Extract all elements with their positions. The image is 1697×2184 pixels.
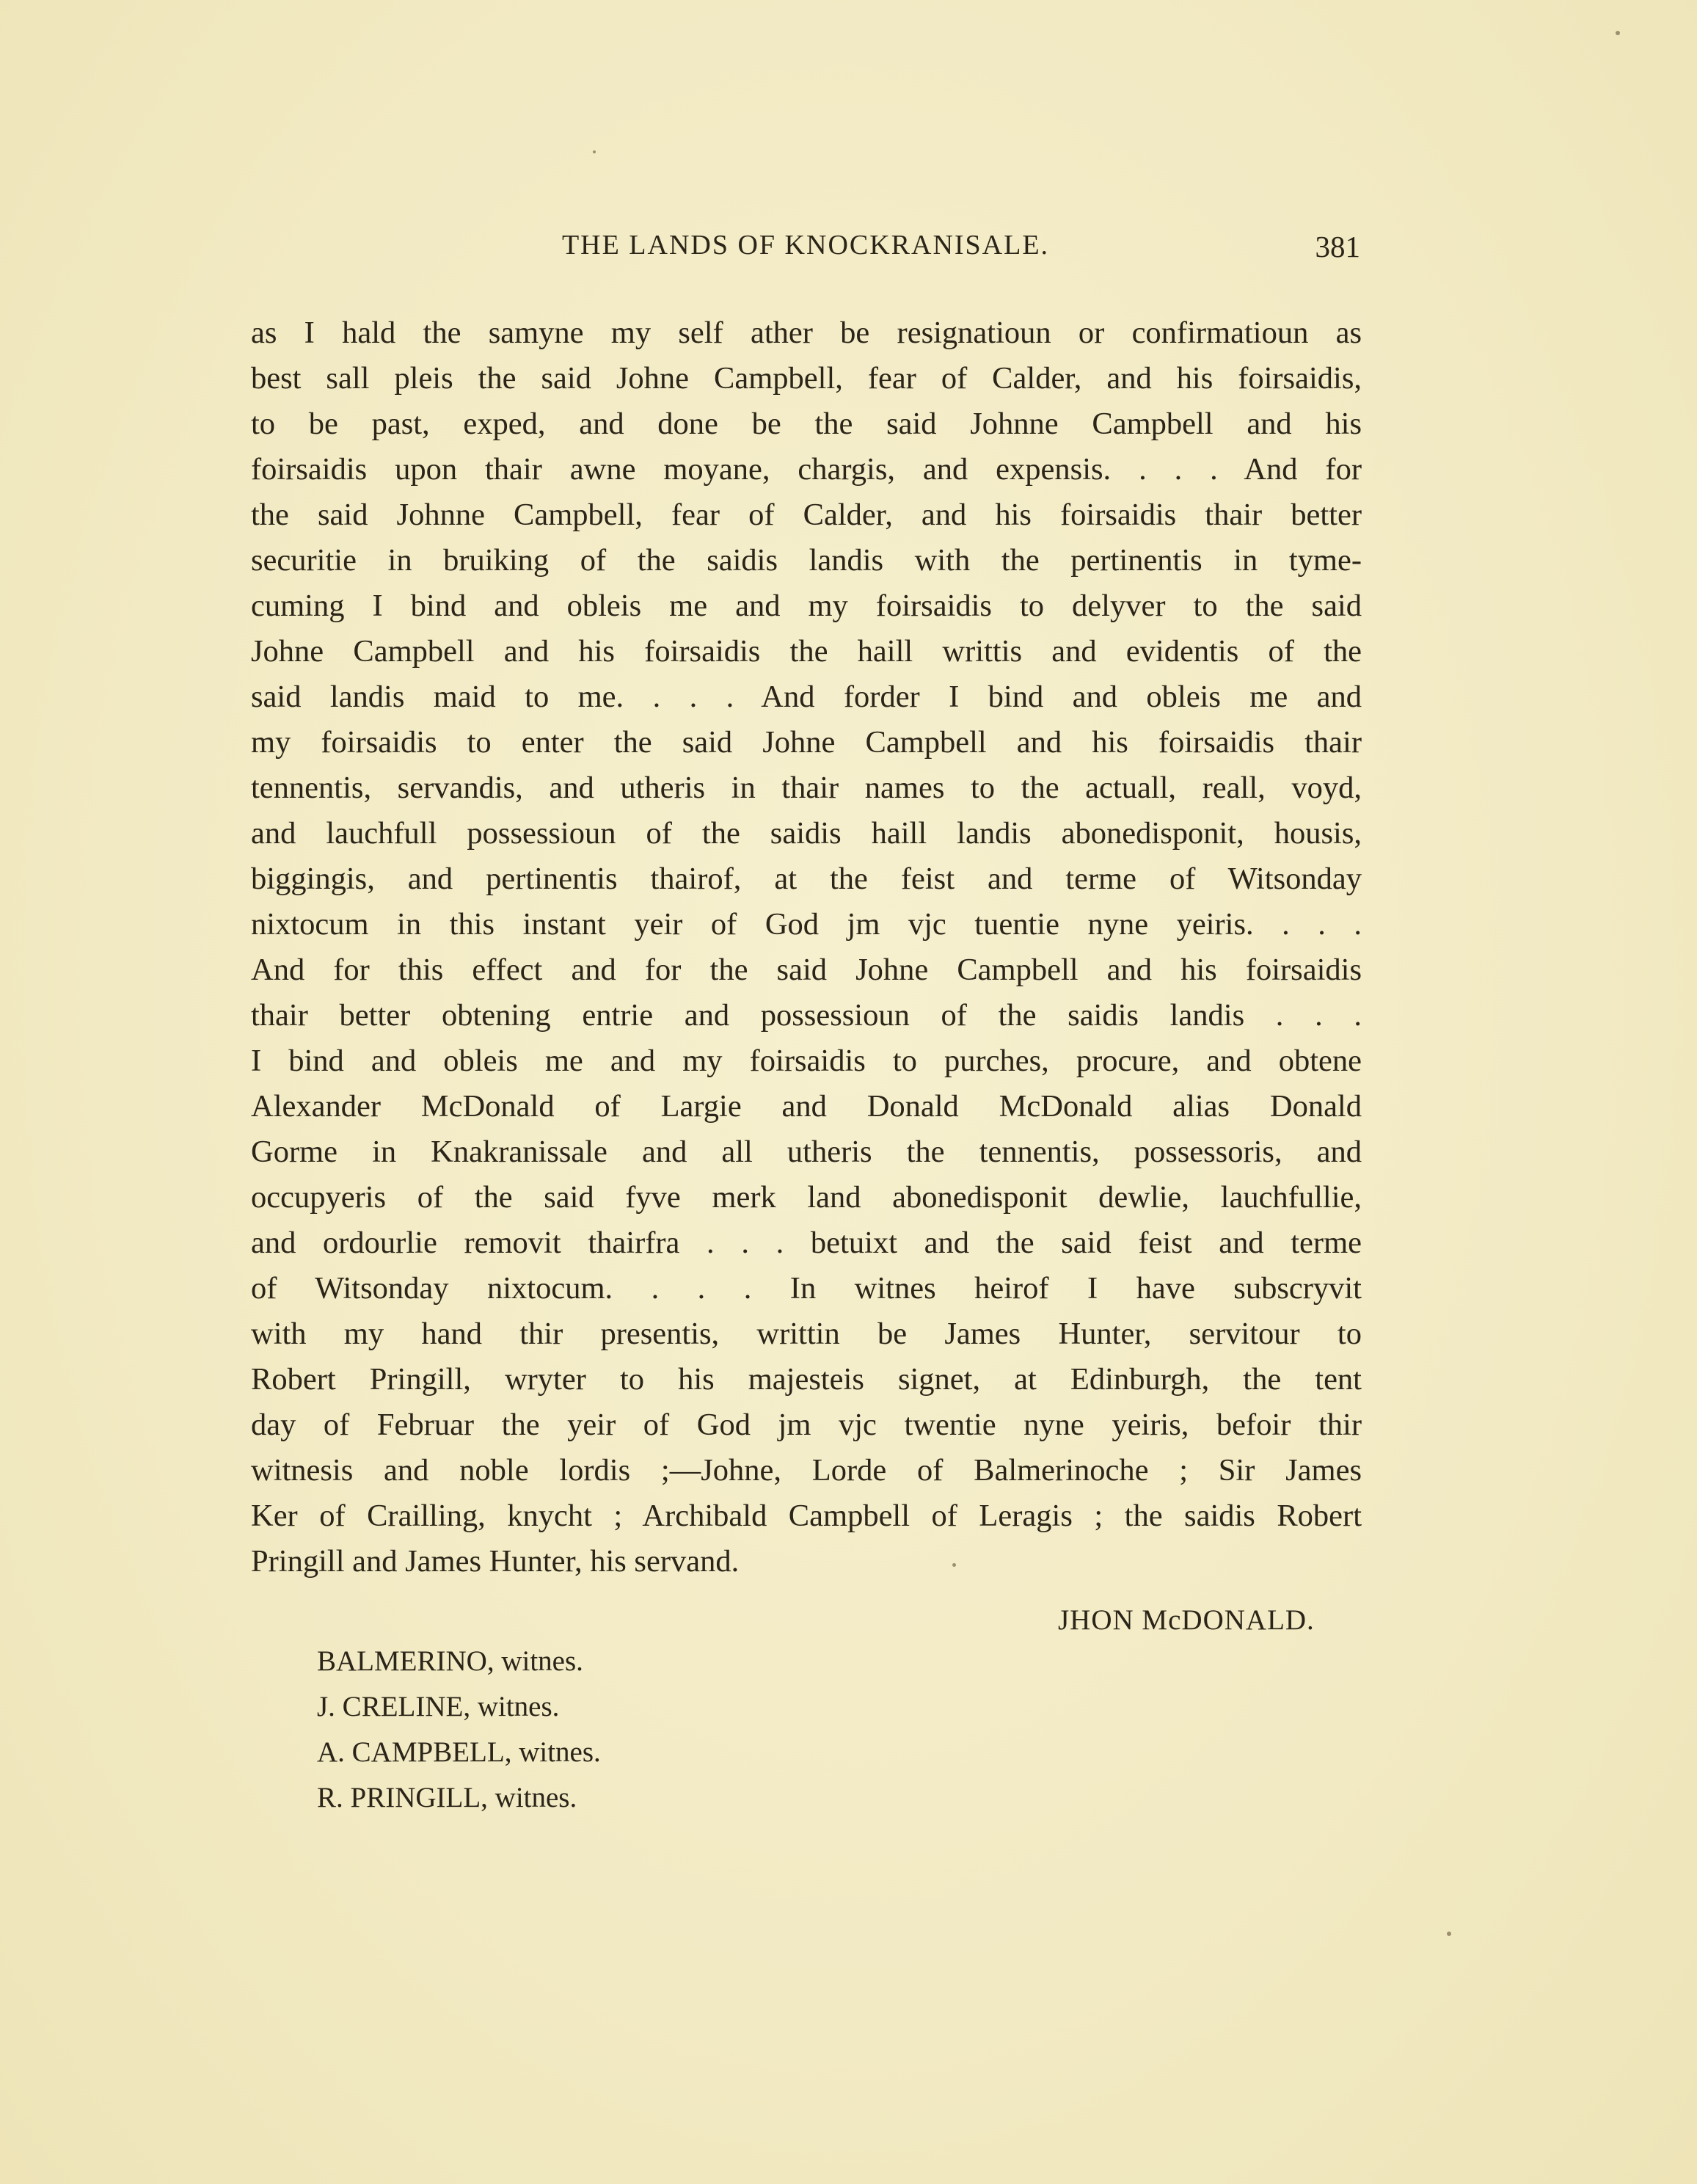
text-line: And for this effect and for the said Johne Campbell and his foirsaidis — [251, 953, 1362, 987]
text-line: best sall pleis the said Johne Campbell, fear of Calder, and his foirsaidis, — [251, 361, 1362, 396]
text-line: Ker of Crailling, knycht ; Archibald Campbell of Leragis ; the saidis Robert — [251, 1499, 1362, 1533]
witness-line: A. CAMPBELL, witnes. — [317, 1736, 601, 1768]
text-line: Pringill and James Hunter, his servand. — [251, 1544, 740, 1579]
text-line: and lauchfull possessioun of the saidis haill landis abonedisponit, housis, — [251, 816, 1362, 851]
text-line: nixtocum in this instant yeir of God jm vjc tuentie nyne yeiris. . . . — [251, 907, 1362, 942]
text-line: tennentis, servandis, and utheris in thair names to the actuall, reall, voyd, — [251, 771, 1362, 805]
text-line: with my hand thir presentis, writtin be James Hunter, servitour to — [251, 1317, 1362, 1351]
witness-line: BALMERINO, witnes. — [317, 1645, 583, 1677]
paper-speck — [593, 150, 596, 153]
text-line: securitie in bruiking of the saidis landis with the pertinentis in tyme- — [251, 543, 1362, 578]
paper-speck — [1616, 31, 1620, 35]
text-line: Johne Campbell and his foirsaidis the haill writtis and evidentis of the — [251, 634, 1362, 669]
page-number: 381 — [1315, 230, 1360, 263]
text-line: thair better obtening entrie and possessioun of the saidis landis . . . — [251, 998, 1362, 1033]
text-line: to be past, exped, and done be the said Johnne Campbell and his — [251, 407, 1362, 441]
body-text — [251, 310, 1362, 1584]
text-line: Gorme in Knakranissale and all utheris the tennentis, possessoris, and — [251, 1135, 1362, 1169]
text-line: biggingis, and pertinentis thairof, at the feist and terme of Witsonday — [251, 862, 1362, 896]
witness-list — [317, 1639, 601, 1821]
text-line: witnesis and noble lordis ;—Johne, Lorde of Balmerinoche ; Sir James — [251, 1453, 1362, 1488]
paper-speck — [952, 1563, 956, 1567]
text-line: said landis maid to me. . . . And forder I bind and obleis me and — [251, 680, 1362, 714]
text-line: my foirsaidis to enter the said Johne Campbell and his foirsaidis thair — [251, 725, 1362, 760]
page-header — [251, 229, 1360, 273]
text-line: occupyeris of the said fyve merk land abonedisponit dewlie, lauchfullie, — [251, 1180, 1362, 1215]
text-line: the said Johnne Campbell, fear of Calder, and his foirsaidis thair better — [251, 498, 1362, 532]
text-line: I bind and obleis me and my foirsaidis to purches, procure, and obtene — [251, 1044, 1362, 1078]
text-line: foirsaidis upon thair awne moyane, chargis, and expensis. . . . And for — [251, 452, 1362, 487]
text-line: cuming I bind and obleis me and my foirsaidis to delyver to the said — [251, 589, 1362, 623]
paper-speck — [1447, 1932, 1451, 1936]
running-head: THE LANDS OF KNOCKRANISALE. — [561, 230, 1050, 261]
text-line: of Witsonday nixtocum. . . . In witnes heirof I have subscryvit — [251, 1271, 1362, 1306]
text-line: as I hald the samyne my self ather be resignatioun or confirmatioun as — [251, 316, 1362, 350]
signature: JHON McDONALD. — [1058, 1604, 1315, 1636]
text-line: day of Februar the yeir of God jm vjc twentie nyne yeiris, befoir thir — [251, 1408, 1362, 1442]
text-line: Alexander McDonald of Largie and Donald McDonald alias Donald — [251, 1089, 1362, 1124]
text-line: Robert Pringill, wryter to his majesteis signet, at Edinburgh, the tent — [251, 1362, 1362, 1397]
witness-line: J. CRELINE, witnes. — [317, 1691, 560, 1722]
witness-line: R. PRINGILL, witnes. — [317, 1782, 577, 1813]
text-line: and ordourlie removit thairfra . . . betuixt and the said feist and terme — [251, 1226, 1362, 1260]
